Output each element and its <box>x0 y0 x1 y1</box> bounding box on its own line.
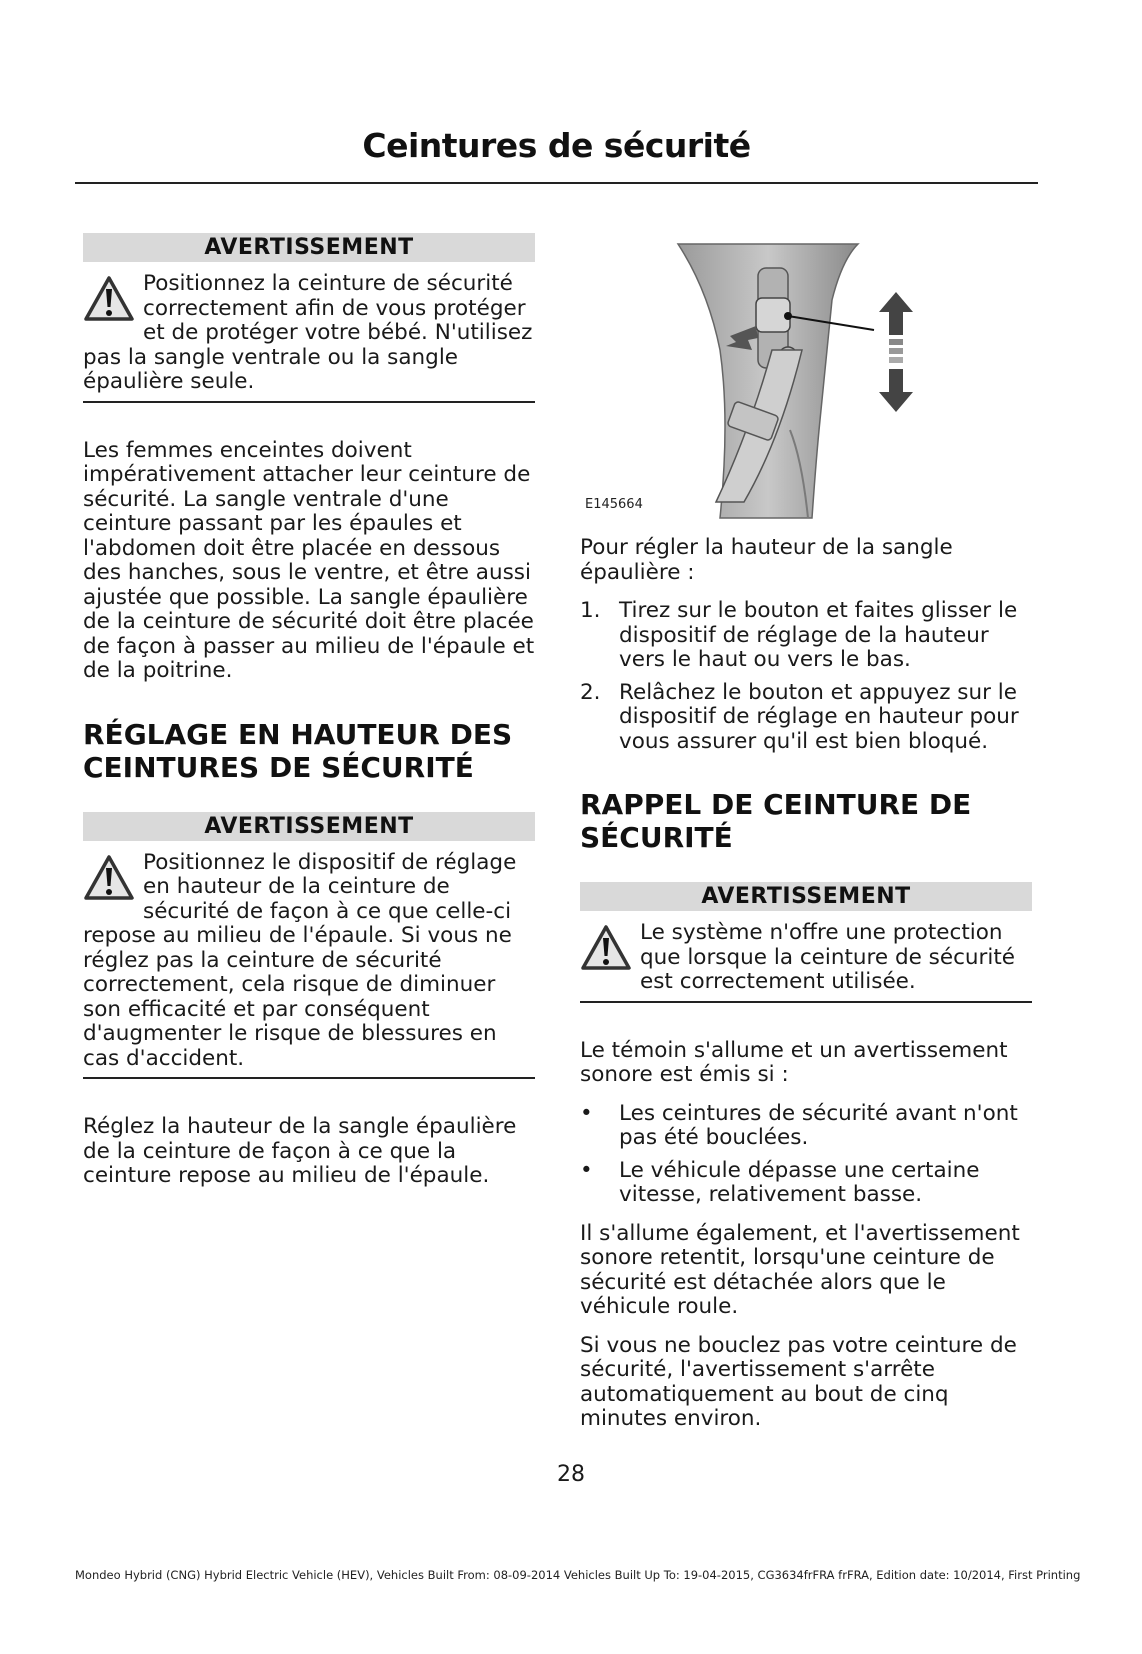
warning-heading: AVERTISSEMENT <box>580 882 1032 911</box>
paragraph: Réglez la hauteur de la sangle épaulière de la ceinture de façon à ce que la ceinture repose au milieu de l'épaule. <box>83 1114 517 1188</box>
paragraph: Les femmes enceintes doivent impérativement attacher leur ceinture de sécurité. La sangle ventrale d'une ceinture passant par les épaules et l'abdomen doit être placée en dessous des hanches, sous le ventre, et être aussi ajustée que possible. La sangle épaulière de la ceinture de sécurité doit être placée de façon à passer au milieu de l'épaule et de la poitrine. <box>83 437 535 683</box>
warning-body <box>580 911 1032 1003</box>
figure-label: E145664 <box>585 497 643 512</box>
paragraph: Pour régler la hauteur de la sangle épaulière : <box>580 535 953 585</box>
page-title: Ceintures de sécurité <box>362 126 751 165</box>
step-text: Relâchez le bouton et appuyez sur le dispositif de réglage en hauteur pour vous assurer qu'il est bien bloqué. <box>619 679 1019 754</box>
footer-text: Mondeo Hybrid (CNG) Hybrid Electric Vehicle (HEV), Vehicles Built From: 08-09-2014 Vehicles Built Up To: 19-04-2015, CG3634frFRA frFRA, Edition date: 10/2014, First Printing <box>75 1568 1081 1582</box>
paragraph: Si vous ne bouclez pas votre ceinture de sécurité, l'avertissement s'arrête automatiquement au bout de cinq minutes environ. <box>580 1332 1017 1431</box>
section-heading: RAPPEL DE CEINTURE DE SÉCURITÉ <box>580 788 972 854</box>
step-number: 2. <box>580 679 601 705</box>
warning-body <box>83 262 535 403</box>
illustration-graphic <box>580 240 1032 520</box>
warning-text: Positionnez la ceinture de sécurité correctement afin de vous protéger et de protéger votre bébé. N'utilisez pas la sangle ventrale ou la sangle épaulière seule. <box>83 271 533 394</box>
bullet-mark: • <box>580 1157 593 1183</box>
list-item <box>580 681 1032 755</box>
warning-body <box>83 841 535 1080</box>
bullet-mark: • <box>580 1100 593 1126</box>
warning-box <box>580 882 1032 1003</box>
steps-list <box>580 599 1032 754</box>
warning-triangle-icon <box>83 274 135 324</box>
paragraph: Il s'allume également, et l'avertissement sonore retentit, lorsqu'une ceinture de sécurité est détachée alors que le véhicule roule. <box>580 1220 1020 1319</box>
seatbelt-height-adjuster-illustration <box>580 240 1032 520</box>
warning-text: Le système n'offre une protection que lorsque la ceinture de sécurité est correctement utilisée. <box>640 920 1016 994</box>
bullet-list <box>580 1102 1032 1208</box>
warning-triangle-icon <box>83 853 135 903</box>
step-number: 1. <box>580 598 601 623</box>
left-column <box>83 233 535 1203</box>
paragraph: Le témoin s'allume et un avertissement sonore est émis si : <box>580 1037 1008 1087</box>
title-divider <box>75 182 1038 184</box>
warning-box <box>83 812 535 1080</box>
step-text: Tirez sur le bouton et faites glisser le dispositif de réglage de la hauteur vers le haut ou vers le bas. <box>619 598 1018 672</box>
list-item <box>580 599 1032 673</box>
warning-heading: AVERTISSEMENT <box>83 233 535 262</box>
right-column <box>580 240 1032 1446</box>
bullet-text: Les ceintures de sécurité avant n'ont pas été bouclées. <box>619 1100 1018 1150</box>
bullet-text: Le véhicule dépasse une certaine vitesse, relativement basse. <box>619 1157 980 1207</box>
list-item <box>580 1159 1032 1208</box>
warning-heading: AVERTISSEMENT <box>83 812 535 841</box>
warning-text: Positionnez le dispositif de réglage en hauteur de la ceinture de sécurité de façon à ce que celle-ci repose au milieu de l'épaule. Si vous ne réglez pas la ceinture de sécurité correctement, cela risque de diminuer son efficacité et par conséquent d'augmenter le risque de blessures en cas d'accident. <box>83 849 517 1071</box>
warning-triangle-icon <box>580 923 632 973</box>
list-item <box>580 1102 1032 1151</box>
section-heading: RÉGLAGE EN HAUTEUR DES CEINTURES DE SÉCURITÉ <box>83 717 513 784</box>
page-number: 28 <box>557 1462 585 1487</box>
warning-box <box>83 233 535 403</box>
